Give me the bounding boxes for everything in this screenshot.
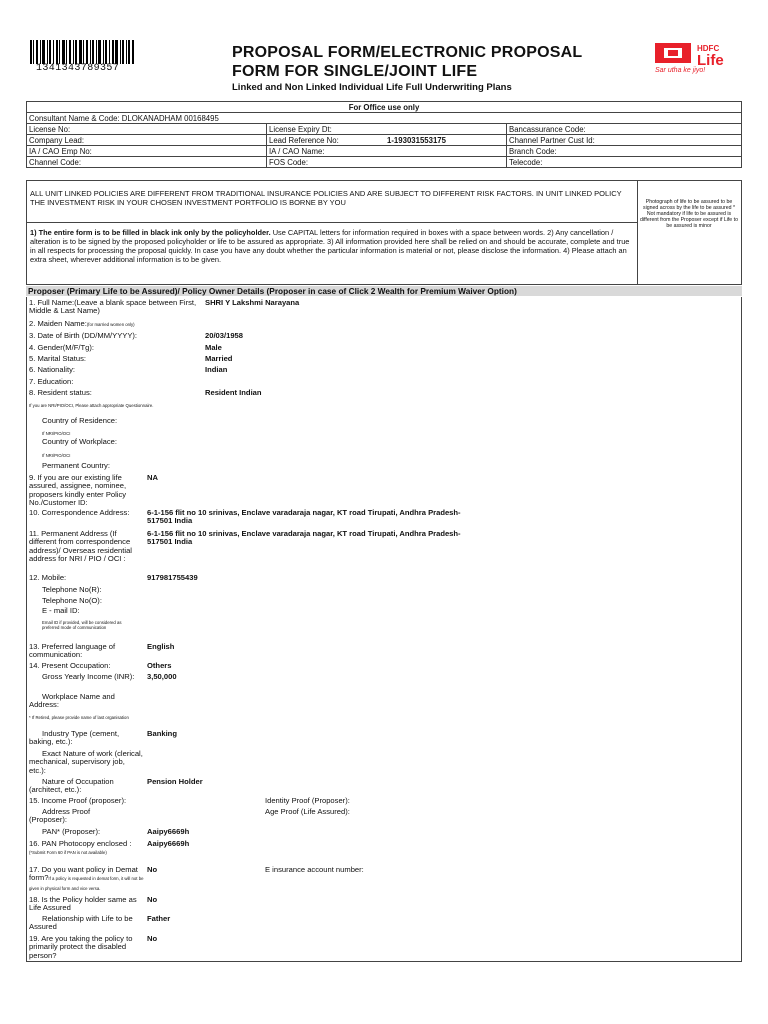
- correspondence-address-label: 10. Correspondence Address:: [29, 508, 130, 517]
- pan-label: PAN* (Proposer):: [42, 827, 101, 836]
- industry-type-label: Industry Type (cement, baking, etc.):: [29, 729, 120, 747]
- dob-label: 3. Date of Birth (DD/MM/YYYY):: [29, 331, 138, 340]
- office-use-heading: For Office use only: [27, 102, 742, 113]
- lead-ref-value: 1-193031553175: [387, 135, 446, 145]
- gross-income-label: Gross Yearly Income (INR):: [42, 672, 135, 681]
- present-occupation-value[interactable]: Others: [147, 661, 172, 670]
- country-workplace-label: Country of Workplace:: [42, 437, 117, 446]
- nri-note-2: If NRI/PIO/OCI: [42, 453, 71, 458]
- income-proof-label: 15. Income Proof (proposer):: [29, 796, 127, 805]
- risk-warning: ALL UNIT LINKED POLICIES ARE DIFFERENT FROM TRADITIONAL INSURANCE POLICIES AND ARE SUBJECT TO DIFFERENT RISK FACTORS. IN UNIT LINKED POLICY THE INVESTMENT RISK IN YOUR CHOSEN INVESTMENT PORTFOLIO IS BORNE BY YOU: [30, 189, 622, 207]
- hdfc-logo-icon: [655, 43, 691, 63]
- gender-value[interactable]: Male: [205, 343, 222, 352]
- demat-value[interactable]: No: [147, 865, 158, 874]
- retired-note: * If Retired, please provide name of last organisation: [29, 715, 129, 720]
- maiden-name-text: 2. Maiden Name:: [29, 319, 87, 328]
- workplace-name-label: Workplace Name and Address:: [29, 692, 115, 710]
- ia-name-cell: IA / CAO Name:: [267, 146, 507, 157]
- fos-code-cell: FOS Code:: [267, 157, 507, 168]
- pan-photocopy-label: [29, 840, 145, 858]
- telephone-o-label: Telephone No(O):: [42, 596, 102, 605]
- channel-code-cell: Channel Code:: [27, 157, 267, 168]
- dob-value[interactable]: 20/03/1958: [205, 331, 244, 340]
- logo-tagline: Sar utha ke jiyo!: [655, 67, 706, 74]
- branch-code-cell: Branch Code:: [507, 146, 742, 157]
- marital-status-value[interactable]: Married: [205, 354, 233, 363]
- address-proof-label: Address Proof (Proposer):: [29, 807, 91, 825]
- relationship-value[interactable]: Father: [147, 914, 171, 923]
- form-title: [232, 43, 582, 81]
- telephone-r-label: Telephone No(R):: [42, 585, 102, 594]
- existing-policy-label: 9. If you are our existing life assured, assignee, nominee, proposers kindly enter Policy No./Customer ID:: [29, 473, 127, 508]
- ia-emp-cell: IA / CAO Emp No:: [27, 146, 267, 157]
- nationality-value[interactable]: Indian: [205, 365, 228, 374]
- nri-note-1: If NRI/PIO/OCI: [42, 431, 71, 436]
- channel-partner-cell: Channel Partner Cust Id:: [507, 135, 742, 146]
- bancassurance-cell: Bancassurance Code:: [507, 124, 742, 135]
- instruction-divider: [26, 222, 637, 223]
- gross-income-value[interactable]: 3,50,000: [147, 672, 177, 681]
- pan-photocopy-text: 16. PAN Photocopy enclosed :: [29, 839, 132, 848]
- resident-status-label: 8. Resident status:: [29, 388, 92, 397]
- license-no-cell: License No:: [27, 124, 267, 135]
- same-as-life-assured-label: 18. Is the Policy holder same as Life Assured: [29, 895, 137, 913]
- lead-reference-cell: [267, 135, 507, 146]
- section-frame: [26, 297, 742, 962]
- email-label: E - mail ID:: [42, 606, 80, 615]
- marital-status-label: 5. Marital Status:: [29, 354, 86, 363]
- maiden-name-label: [29, 320, 135, 329]
- photo-note: Photograph of life to be assured to be signed across by the life to be assured * Not mandatory if life to be assured is different from the Proposer except if Life to be assured is minor: [640, 199, 738, 229]
- company-lead-cell: Company Lead:: [27, 135, 267, 146]
- gender-label: 4. Gender(M/F/Tg):: [29, 343, 94, 352]
- photo-divider: [637, 180, 638, 284]
- maiden-name-note: (for married women only): [86, 322, 135, 327]
- disabled-protection-label: 19. Are you taking the policy to primarily protect the disabled person?: [29, 934, 133, 960]
- permanent-address-value[interactable]: 6-1-156 flit no 10 srinivas, Enclave varadaraja nagar, KT road Tirupati, Andhra Pradesh-517501 India: [147, 529, 461, 547]
- lead-ref-label: Lead Reference No:: [269, 135, 339, 145]
- title-line-1: PROPOSAL FORM/ELECTRONIC PROPOSAL: [232, 44, 583, 61]
- demat-text: 17. Do you want policy in Demat form?: [29, 865, 138, 883]
- section-heading: Proposer (Primary Life to be Assured)/ Policy Owner Details (Proposer in case of Click 2 Wealth for Premium Waiver Option): [26, 286, 742, 296]
- logo-brand: HDFC: [697, 44, 720, 53]
- email-note: Email ID if provided, will be considered as preferred mode of communication: [42, 620, 122, 631]
- preferred-language-label: 13. Preferred language of communication:: [29, 642, 116, 660]
- nri-questionnaire-note: If you are NRI/PIO/OCI, Please attach appropriate Questionnaire.: [29, 403, 154, 408]
- industry-type-value[interactable]: Banking: [147, 729, 177, 738]
- demat-note: If a policy is requested in demat form, it will not be given in physical form and vice versa.: [29, 876, 144, 891]
- nationality-label: 6. Nationality:: [29, 365, 76, 374]
- permanent-address-label: 11. Permanent Address (If different from correspondence address)/ Overseas residential address for NRI / PIO / OCI :: [29, 529, 132, 564]
- pan-value[interactable]: Aaipy6669h: [147, 827, 190, 836]
- permanent-country-label: Permanent Country:: [42, 461, 110, 470]
- relationship-label: Relationship with Life to be Assured: [29, 914, 133, 932]
- pan-photocopy-note: (*Submit Form 60 if PAN is not available): [29, 850, 107, 856]
- mobile-value[interactable]: 917981755439: [147, 573, 198, 582]
- consultant-cell: Consultant Name & Code: DLOKANADHAM 00168495: [27, 113, 742, 124]
- full-name-value[interactable]: SHRI Y Lakshmi Narayana: [205, 298, 300, 307]
- occupation-nature-value[interactable]: Pension Holder: [147, 777, 203, 786]
- education-label: 7. Education:: [29, 377, 74, 386]
- instruction-bold: 1) The entire form is to be filled in black ink only by the policyholder.: [30, 228, 271, 237]
- office-use-table: [26, 101, 742, 168]
- demat-label: [29, 866, 145, 893]
- occupation-nature-label: Nature of Occupation (architect, etc.):: [29, 777, 114, 795]
- title-line-2: FORM FOR SINGLE/JOINT LIFE: [232, 63, 478, 80]
- same-as-life-assured-value[interactable]: No: [147, 895, 158, 904]
- barcode-number: 1341343789357: [36, 63, 120, 74]
- full-name-label: 1. Full Name:(Leave a blank space between First, Middle & Last Name): [29, 298, 197, 316]
- license-expiry-cell: License Expiry Dt:: [267, 124, 507, 135]
- instruction-rest: Use CAPITAL letters for information required in boxes with a space between words. 2) Any cancellation / alteration is to be signed by the proposed policyholder or life to be assured as appropriate. 3) All information provided here shall be relied on and should be accurate, complete and true in all respects for processing the proposal quickly. In case you have any doubt whether the particular information is material or not, please disclose the information. 4) Please attach an extra sheet, wherever additional information is to be given.: [30, 228, 630, 264]
- disabled-protection-value[interactable]: No: [147, 934, 158, 943]
- telecode-cell: Telecode:: [507, 157, 742, 168]
- resident-status-value[interactable]: Resident Indian: [205, 388, 262, 397]
- correspondence-address-value[interactable]: 6-1-156 flit no 10 srinivas, Enclave varadaraja nagar, KT road Tirupati, Andhra Pradesh-517501 India: [147, 508, 461, 526]
- instructions: [30, 228, 634, 264]
- pan-photocopy-value[interactable]: Aaipy6669h: [147, 839, 190, 848]
- identity-proof-label: Identity Proof (Proposer):: [265, 796, 350, 805]
- e-insurance-label: E insurance account number:: [265, 865, 364, 874]
- age-proof-label: Age Proof (Life Assured):: [265, 807, 350, 816]
- country-residence-label: Country of Residence:: [42, 416, 118, 425]
- form-subtitle: Linked and Non Linked Individual Life Full Underwriting Plans: [232, 82, 512, 93]
- mobile-label: 12. Mobile:: [29, 573, 67, 582]
- barcode: [30, 40, 134, 64]
- existing-policy-value[interactable]: NA: [147, 473, 158, 482]
- work-nature-label: Exact Nature of work (clerical, mechanical, supervisory job, etc.):: [29, 749, 143, 775]
- present-occupation-label: 14. Present Occupation:: [29, 661, 111, 670]
- preferred-language-value[interactable]: English: [147, 642, 175, 651]
- logo-word: Life: [697, 52, 724, 69]
